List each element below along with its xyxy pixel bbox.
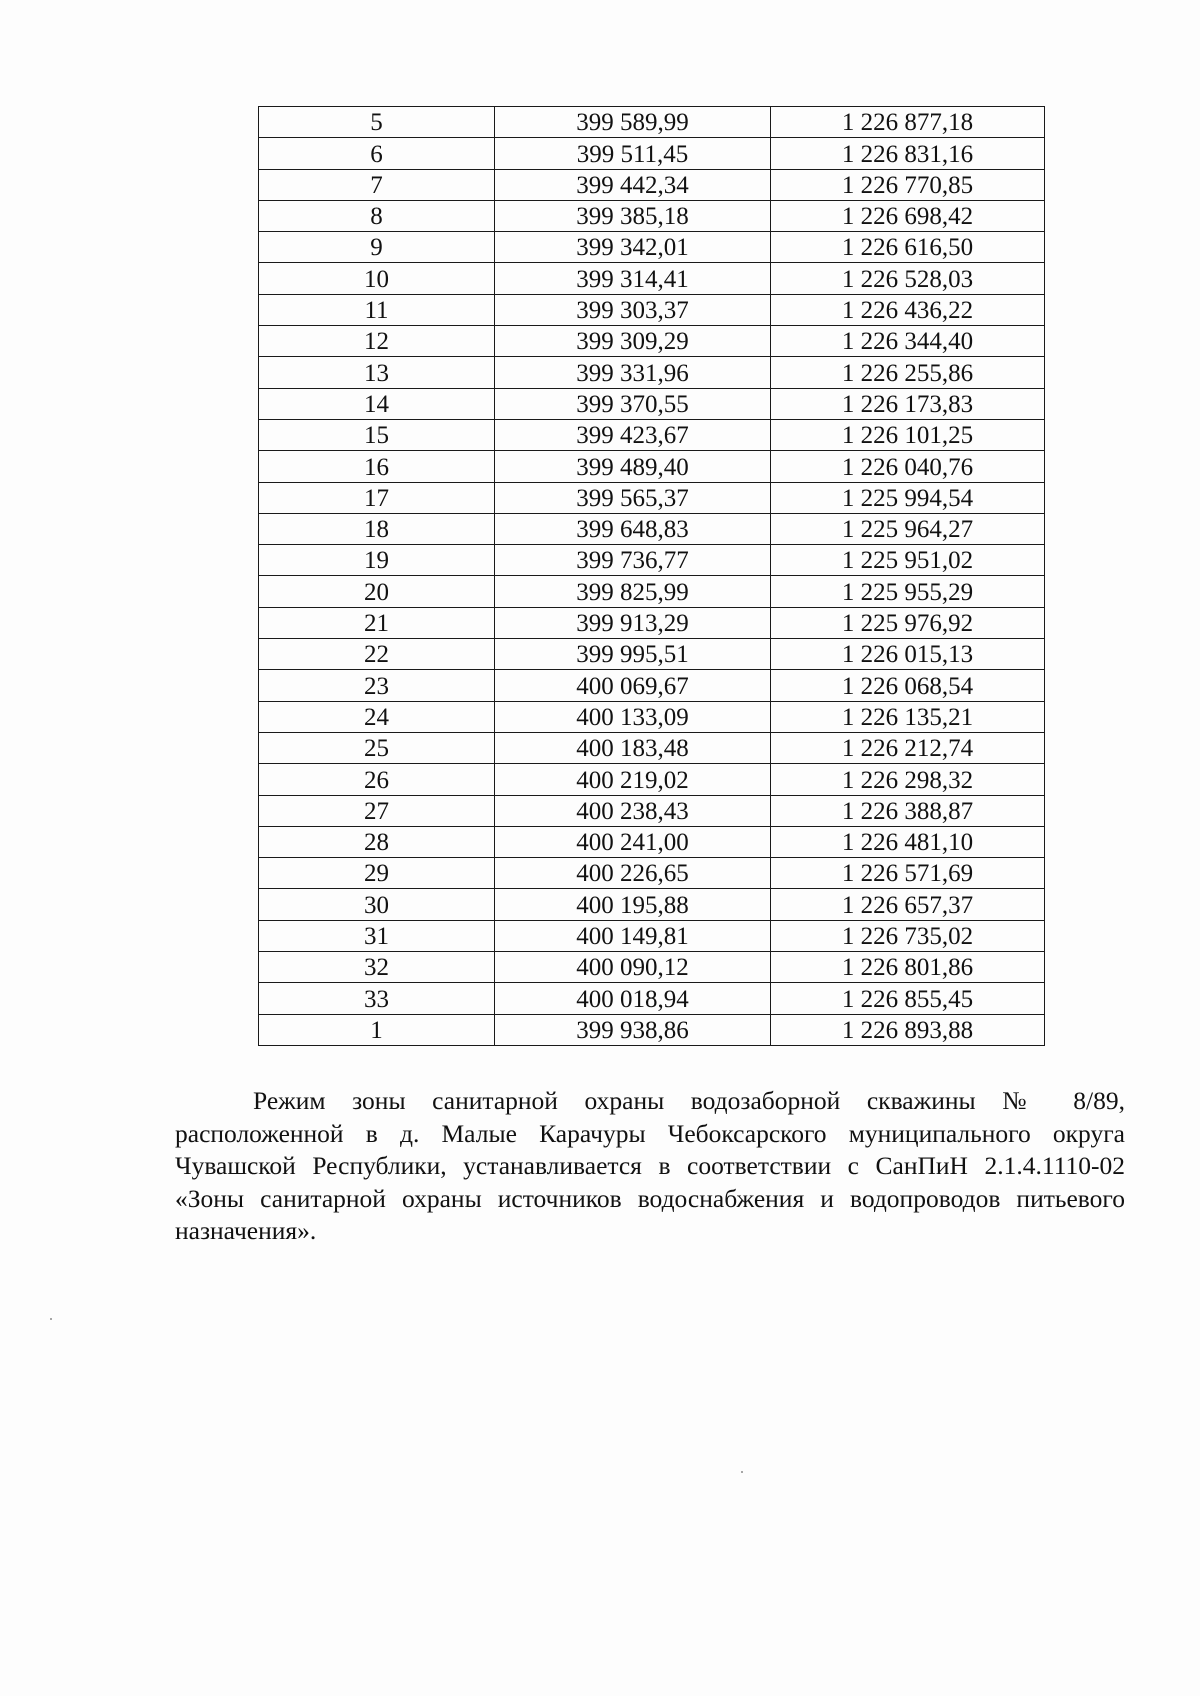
table-row	[259, 545, 1045, 576]
x-coordinate-cell: 399 825,99	[495, 576, 771, 607]
y-coordinate-cell: 1 225 976,92	[771, 607, 1045, 638]
table-row	[259, 952, 1045, 983]
table-row	[259, 294, 1045, 325]
x-coordinate-cell: 399 589,99	[495, 107, 771, 138]
x-coordinate-cell: 399 489,40	[495, 451, 771, 482]
y-coordinate-cell: 1 226 735,02	[771, 920, 1045, 951]
coordinates-table	[258, 106, 1045, 1046]
table-row	[259, 826, 1045, 857]
point-number-cell: 20	[259, 576, 495, 607]
point-number-cell: 19	[259, 545, 495, 576]
point-number-cell: 23	[259, 670, 495, 701]
point-number-cell: 15	[259, 419, 495, 450]
table-row	[259, 200, 1045, 231]
x-coordinate-cell: 400 090,12	[495, 952, 771, 983]
point-number-cell: 28	[259, 826, 495, 857]
table-row	[259, 357, 1045, 388]
table-row	[259, 107, 1045, 138]
x-coordinate-cell: 399 648,83	[495, 513, 771, 544]
point-number-cell: 10	[259, 263, 495, 294]
table-row	[259, 983, 1045, 1014]
table-row	[259, 576, 1045, 607]
point-number-cell: 7	[259, 169, 495, 200]
y-coordinate-cell: 1 226 015,13	[771, 639, 1045, 670]
y-coordinate-cell: 1 226 255,86	[771, 357, 1045, 388]
y-coordinate-cell: 1 225 951,02	[771, 545, 1045, 576]
point-number-cell: 30	[259, 889, 495, 920]
point-number-cell: 18	[259, 513, 495, 544]
y-coordinate-cell: 1 226 698,42	[771, 200, 1045, 231]
x-coordinate-cell: 400 219,02	[495, 764, 771, 795]
sanitary-zone-regime-paragraph: Режим зоны санитарной охраны водозаборной скважины № 8/89, расположенной в д. Малые Карачуры Чебоксарского муниципального округа Чувашской Республики, устанавливается в соответствии с СанПиН 2.1.4.1110-02 «Зоны санитарной охраны источников водоснабжения и водопроводов питьевого назначения».	[175, 1086, 1125, 1245]
y-coordinate-cell: 1 226 068,54	[771, 670, 1045, 701]
y-coordinate-cell: 1 226 528,03	[771, 263, 1045, 294]
y-coordinate-cell: 1 225 994,54	[771, 482, 1045, 513]
point-number-cell: 25	[259, 732, 495, 763]
table-row	[259, 482, 1045, 513]
point-number-cell: 14	[259, 388, 495, 419]
y-coordinate-cell: 1 226 040,76	[771, 451, 1045, 482]
y-coordinate-cell: 1 226 388,87	[771, 795, 1045, 826]
y-coordinate-cell: 1 226 135,21	[771, 701, 1045, 732]
x-coordinate-cell: 399 736,77	[495, 545, 771, 576]
point-number-cell: 13	[259, 357, 495, 388]
point-number-cell: 22	[259, 639, 495, 670]
table-row	[259, 326, 1045, 357]
y-coordinate-cell: 1 226 436,22	[771, 294, 1045, 325]
point-number-cell: 27	[259, 795, 495, 826]
y-coordinate-cell: 1 226 298,32	[771, 764, 1045, 795]
point-number-cell: 21	[259, 607, 495, 638]
table-row	[259, 419, 1045, 450]
point-number-cell: 1	[259, 1014, 495, 1045]
table-row	[259, 764, 1045, 795]
x-coordinate-cell: 400 133,09	[495, 701, 771, 732]
y-coordinate-cell: 1 226 173,83	[771, 388, 1045, 419]
x-coordinate-cell: 399 385,18	[495, 200, 771, 231]
table-row	[259, 795, 1045, 826]
x-coordinate-cell: 399 938,86	[495, 1014, 771, 1045]
scan-speck	[50, 1318, 52, 1320]
point-number-cell: 29	[259, 858, 495, 889]
x-coordinate-cell: 399 423,67	[495, 419, 771, 450]
point-number-cell: 24	[259, 701, 495, 732]
x-coordinate-cell: 399 331,96	[495, 357, 771, 388]
y-coordinate-cell: 1 226 657,37	[771, 889, 1045, 920]
y-coordinate-cell: 1 225 964,27	[771, 513, 1045, 544]
table-row	[259, 701, 1045, 732]
table-row	[259, 732, 1045, 763]
scan-speck	[741, 1471, 743, 1473]
point-number-cell: 26	[259, 764, 495, 795]
point-number-cell: 5	[259, 107, 495, 138]
point-number-cell: 16	[259, 451, 495, 482]
x-coordinate-cell: 399 913,29	[495, 607, 771, 638]
table-row	[259, 388, 1045, 419]
y-coordinate-cell: 1 226 831,16	[771, 138, 1045, 169]
table-row	[259, 1014, 1045, 1045]
x-coordinate-cell: 400 183,48	[495, 732, 771, 763]
table-row	[259, 513, 1045, 544]
x-coordinate-cell: 400 226,65	[495, 858, 771, 889]
x-coordinate-cell: 400 149,81	[495, 920, 771, 951]
y-coordinate-cell: 1 226 481,10	[771, 826, 1045, 857]
x-coordinate-cell: 400 195,88	[495, 889, 771, 920]
x-coordinate-cell: 399 303,37	[495, 294, 771, 325]
table-row	[259, 169, 1045, 200]
point-number-cell: 11	[259, 294, 495, 325]
point-number-cell: 9	[259, 232, 495, 263]
y-coordinate-cell: 1 226 877,18	[771, 107, 1045, 138]
table-row	[259, 889, 1045, 920]
table-row	[259, 607, 1045, 638]
table-row	[259, 639, 1045, 670]
point-number-cell: 17	[259, 482, 495, 513]
x-coordinate-cell: 399 314,41	[495, 263, 771, 294]
table-row	[259, 451, 1045, 482]
y-coordinate-cell: 1 226 571,69	[771, 858, 1045, 889]
x-coordinate-cell: 399 342,01	[495, 232, 771, 263]
y-coordinate-cell: 1 226 616,50	[771, 232, 1045, 263]
x-coordinate-cell: 399 442,34	[495, 169, 771, 200]
coordinates-table-body	[259, 107, 1045, 1046]
table-row	[259, 138, 1045, 169]
point-number-cell: 6	[259, 138, 495, 169]
x-coordinate-cell: 399 309,29	[495, 326, 771, 357]
x-coordinate-cell: 400 069,67	[495, 670, 771, 701]
x-coordinate-cell: 400 241,00	[495, 826, 771, 857]
table-row	[259, 858, 1045, 889]
point-number-cell: 8	[259, 200, 495, 231]
y-coordinate-cell: 1 226 801,86	[771, 952, 1045, 983]
table-row	[259, 263, 1045, 294]
x-coordinate-cell: 400 018,94	[495, 983, 771, 1014]
x-coordinate-cell: 399 565,37	[495, 482, 771, 513]
table-row	[259, 232, 1045, 263]
y-coordinate-cell: 1 226 344,40	[771, 326, 1045, 357]
x-coordinate-cell: 399 370,55	[495, 388, 771, 419]
y-coordinate-cell: 1 226 101,25	[771, 419, 1045, 450]
table-row	[259, 920, 1045, 951]
x-coordinate-cell: 399 511,45	[495, 138, 771, 169]
point-number-cell: 31	[259, 920, 495, 951]
point-number-cell: 12	[259, 326, 495, 357]
point-number-cell: 32	[259, 952, 495, 983]
x-coordinate-cell: 399 995,51	[495, 639, 771, 670]
y-coordinate-cell: 1 226 212,74	[771, 732, 1045, 763]
point-number-cell: 33	[259, 983, 495, 1014]
y-coordinate-cell: 1 226 893,88	[771, 1014, 1045, 1045]
table-row	[259, 670, 1045, 701]
y-coordinate-cell: 1 226 855,45	[771, 983, 1045, 1014]
y-coordinate-cell: 1 226 770,85	[771, 169, 1045, 200]
y-coordinate-cell: 1 225 955,29	[771, 576, 1045, 607]
x-coordinate-cell: 400 238,43	[495, 795, 771, 826]
